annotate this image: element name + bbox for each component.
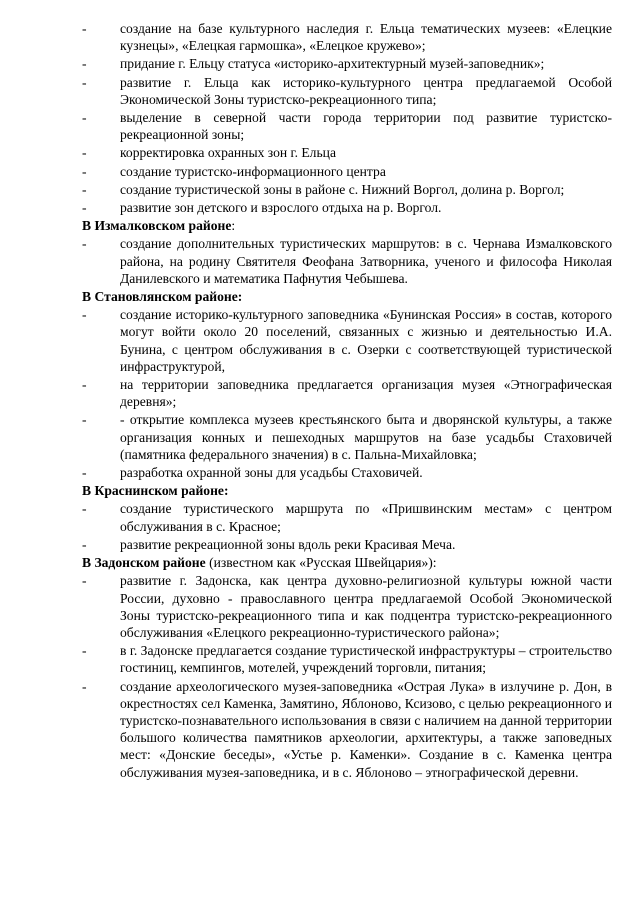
list-item-text: - открытие комплекса музеев крестьянского быта и дворянской культуры, а также организация конных и пешеходных маршрутов на базе усадьбы Стаховичей (памятника федерального значения) в с. Пальна-Михайловка; <box>120 412 612 462</box>
list-item <box>82 642 612 676</box>
list-item-text: создание туристического маршрута по «Пришвинским местам» с центром обслуживания в с. Красное; <box>120 501 612 534</box>
list-bullet-dash: - <box>82 163 87 179</box>
list-bullet-dash: - <box>82 200 87 216</box>
list-item-text: создание археологического музея-заповедника «Острая Лука» в излучине р. Дон, в окрестностях сел Каменка, Замятино, Яблоново, Ксизово, с целью рекреационного и туристско-познавательного использования в связи с наличием на данной территории большого количества памятников археологии, архитектуры, а также заповедных мест: «Донские беседы», «Устье р. Каменки». Создание в с. Каменка центра обслуживания музея-заповедника, и в с. Яблоново – этнографической деревни. <box>120 678 612 780</box>
list-item-text: создание на базе культурного наследия г. Ельца тематических музеев: «Елецкие кузнецы», «Елецкая гармошка», «Елецкое кружево»; <box>120 21 612 54</box>
list-bullet-dash: - <box>82 181 87 197</box>
list-bullet-dash: - <box>82 21 87 36</box>
list-bullet-dash: - <box>82 536 87 552</box>
list-item <box>82 109 612 143</box>
section-heading-text: В Измалковском районе <box>82 218 232 234</box>
list-item-text: создание историко-культурного заповедника «Бунинская Россия» в состав, которого могут войти около 20 поселений, связанных с жизнью и деятельностью И.А. Бунина, с центром обслуживания в с. Озерки с соответствующей туристической инфраструктурой, <box>120 307 612 374</box>
list-item-text: развитие зон детского и взрослого отдыха на р. Воргол. <box>120 200 442 216</box>
list-item <box>82 411 612 463</box>
list-item <box>82 55 612 72</box>
list-item-text: придание г. Ельцу статуса «историко-архитектурный музей-заповедник»; <box>120 56 545 72</box>
list-item <box>82 181 612 198</box>
list-item <box>82 235 612 287</box>
list-bullet-dash: - <box>82 110 87 126</box>
list-item <box>82 144 612 161</box>
list-item <box>82 464 612 481</box>
list-item <box>82 572 612 641</box>
section-heading-text: В Задонском районе <box>82 555 206 571</box>
list-bullet-dash: - <box>82 307 87 323</box>
list-item <box>82 199 612 216</box>
list-item-text: развитие г. Задонска, как центра духовно-религиозной культуры южной части России, духовно - православного центра предлагаемой Особой Экономической Зоны туристско-рекреационного типа и как подцентра туристско-рекреационного обслуживания «Елецкого рекреационно-туристического района»; <box>120 573 612 640</box>
list-item-text: создание дополнительных туристических маршрутов: в с. Чернава Измалковского района, на родину Святителя Феофана Затворника, ученого и философа Николая Данилевского и математика Пафнутия Чебышева. <box>120 236 612 286</box>
list-bullet-dash: - <box>82 145 87 161</box>
list-item <box>82 536 612 553</box>
section-heading <box>82 217 612 234</box>
section-heading <box>82 482 612 499</box>
list-bullet-dash: - <box>82 465 87 481</box>
list-item <box>82 376 612 410</box>
list-item-text: развитие рекреационной зоны вдоль реки Красивая Меча. <box>120 536 456 552</box>
list-item-text: разработка охранной зоны для усадьбы Стаховичей. <box>120 465 423 481</box>
list-item-text: создание туристической зоны в районе с. Нижний Воргол, долина р. Воргол; <box>120 181 565 197</box>
list-item-text: создание туристско-информационного центра <box>120 163 386 179</box>
list-item <box>82 74 612 108</box>
list-item-text: в г. Задонске предлагается создание туристической инфраструктуры – строительство гостиниц, кемпингов, мотелей, учреждений торговли, питания; <box>120 643 613 676</box>
list-item-text: корректировка охранных зон г. Ельца <box>120 145 336 161</box>
section-heading <box>82 554 612 571</box>
section-heading-suffix: (известном как «Русская Швейцария»): <box>205 555 437 571</box>
list-item-text: на территории заповедника предлагается организация музея «Этнографическая деревня»; <box>120 377 612 410</box>
list-bullet-dash: - <box>82 573 87 589</box>
list-bullet-dash: - <box>82 56 87 72</box>
section-heading-suffix: : <box>231 218 236 234</box>
list-bullet-dash: - <box>82 643 87 659</box>
list-item <box>82 678 612 781</box>
section-heading <box>82 288 612 305</box>
list-item <box>82 20 612 54</box>
section-heading-text: В Краснинском районе: <box>82 483 229 499</box>
list-item <box>82 306 612 375</box>
list-item-text: выделение в северной части города территории под развитие туристско-рекреационной зоны; <box>120 110 612 143</box>
list-bullet-dash: - <box>82 412 87 428</box>
list-item-text: развитие г. Ельца как историко-культурного центра предлагаемой Особой Экономической Зоны туристско-рекреационного типа; <box>120 74 612 107</box>
list-item <box>82 163 612 180</box>
list-item <box>82 500 612 534</box>
list-bullet-dash: - <box>82 501 87 517</box>
list-bullet-dash: - <box>82 678 87 694</box>
list-bullet-dash: - <box>82 74 87 90</box>
list-bullet-dash: - <box>82 236 87 252</box>
document-body <box>82 20 612 782</box>
list-bullet-dash: - <box>82 377 87 393</box>
section-heading-text: В Становлянском районе: <box>82 289 243 305</box>
